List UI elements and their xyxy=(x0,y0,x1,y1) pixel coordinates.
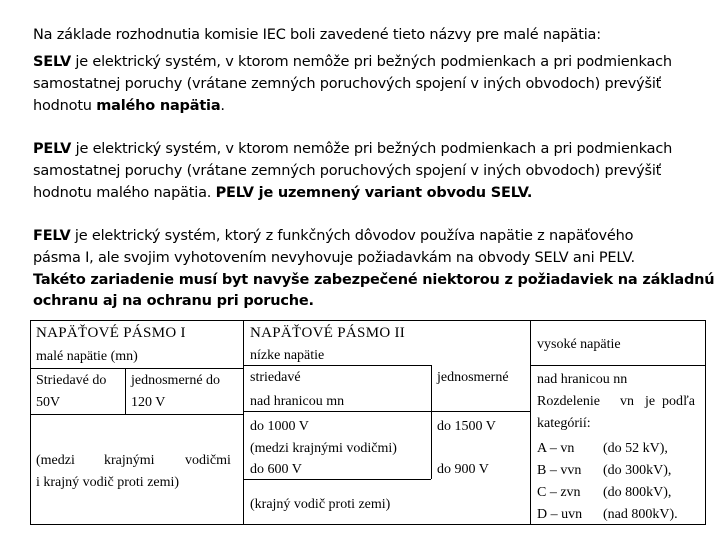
band2-ac-dc-divider xyxy=(431,365,432,479)
felv-line-4: ochranu aj na ochranu pri poruche. xyxy=(33,293,314,309)
band1-subtitle: malé napätie (mn) xyxy=(36,349,138,364)
high-line-2-w2: vn xyxy=(620,394,634,409)
felv-line-2: pásma I, ale svojim vyhotovením nevyhovuje požiadavkám na obvody SELV ani PELV. xyxy=(33,250,635,266)
category-c-value: (do 800kV), xyxy=(603,485,672,500)
band2-row-divider xyxy=(243,411,530,412)
felv-line-1-text: je elektrický systém, ktorý z funkčných dôvodov používa napätie z napäťového xyxy=(70,228,634,244)
band2-ac-limit: do 1000 V xyxy=(250,419,309,434)
band2-dc-limit: do 1500 V xyxy=(437,419,496,434)
table-left-border xyxy=(30,320,31,525)
table-right-border xyxy=(705,320,706,525)
band1-ac-dc-divider xyxy=(125,368,126,414)
category-a-value: (do 52 kV), xyxy=(603,441,668,456)
selv-line-3 xyxy=(33,98,225,114)
band2-dc-limit-ground: do 900 V xyxy=(437,462,489,477)
category-d-label: D – uvn xyxy=(537,507,583,522)
band2-row-divider-2 xyxy=(243,479,431,480)
category-b-label: B – vvn xyxy=(537,463,582,478)
category-c-label: C – zvn xyxy=(537,485,581,500)
felv-term: FELV xyxy=(33,228,71,244)
pelv-line-3 xyxy=(33,185,532,201)
band2-split-top xyxy=(243,365,431,366)
high-line-2-w4: podľa xyxy=(662,394,695,409)
selv-line-1 xyxy=(33,54,672,70)
category-b-value: (do 300kV), xyxy=(603,463,672,478)
selv-term: SELV xyxy=(33,54,72,70)
band1-ac-line-2: 50V xyxy=(36,395,61,410)
high-line-2-w1: Rozdelenie xyxy=(537,394,600,409)
category-a-label: A – vn xyxy=(537,441,575,456)
band1-note-w1: (medzi xyxy=(36,453,75,468)
band2-title: NAPÄŤOVÉ PÁSMO II xyxy=(250,325,406,341)
pelv-line-3-a: hodnotu malého napätia. xyxy=(33,185,216,201)
band2-between-conductors: (medzi krajnými vodičmi) xyxy=(250,441,397,456)
band2-ac-limit-ground: do 600 V xyxy=(250,462,302,477)
band1-note-w3: vodičmi xyxy=(185,453,231,468)
selv-line-1-text: je elektrický systém, v ktorom nemôže pri bežných podmienkach a pri podmienkach xyxy=(71,54,672,70)
band1-band2-divider xyxy=(243,320,244,525)
category-d-value: (nad 800kV). xyxy=(603,507,678,522)
high-title: vysoké napätie xyxy=(537,337,621,352)
band1-ac-line-1: Striedavé do xyxy=(36,373,107,388)
selv-line-3-c: . xyxy=(220,98,225,114)
band2-high-divider xyxy=(530,320,531,525)
felv-line-1 xyxy=(33,228,633,244)
high-header-divider xyxy=(530,365,705,366)
band1-dc-line-2: 120 V xyxy=(131,395,166,410)
band2-subtitle: nízke napätie xyxy=(250,348,325,363)
pelv-term: PELV xyxy=(33,141,72,157)
band1-split-bottom xyxy=(30,414,243,415)
pelv-grounded-variant: PELV je uzemnený variant obvodu SELV. xyxy=(215,185,533,201)
high-line-2-w3: je xyxy=(645,394,656,409)
band2-conductor-to-ground: (krajný vodič proti zemi) xyxy=(250,497,391,512)
felv-line-3: Takéto zariadenie musí byt navyše zabezpečené niektorou z požiadaviek na základnú xyxy=(33,272,715,288)
band2-above-mn: nad hranicou mn xyxy=(250,394,345,409)
table-bottom-border xyxy=(30,524,706,525)
pelv-line-1-text: je elektrický systém, v ktorom nemôže pri bežných podmienkach a pri podmienkach xyxy=(71,141,673,157)
pelv-line-1 xyxy=(33,141,672,157)
band1-dc-line-1: jednosmerné do xyxy=(131,373,221,388)
band1-title: NAPÄŤOVÉ PÁSMO I xyxy=(36,325,186,341)
band2-ac-label: striedavé xyxy=(250,370,301,385)
band1-split-top xyxy=(30,368,243,369)
high-line-3: kategórií: xyxy=(537,416,591,431)
selv-small-voltage: malého napätia xyxy=(96,98,221,114)
band1-note-line-2: i krajný vodič proti zemi) xyxy=(36,475,180,490)
high-line-1: nad hranicou nn xyxy=(537,372,628,387)
table-top-border xyxy=(30,320,706,321)
selv-line-2: samostatnej poruchy (vrátane zemných poruchových spojení v iných obvodoch) prevýšiť xyxy=(33,76,662,92)
band1-note-w2: krajnými xyxy=(104,453,155,468)
pelv-line-2: samostatnej poruchy (vrátane zemných poruchových spojení v iných obvodoch) prevýšiť xyxy=(33,163,662,179)
band2-dc-label: jednosmerné xyxy=(437,370,509,385)
selv-line-3-a: hodnotu xyxy=(33,98,97,114)
intro-heading: Na základe rozhodnutia komisie IEC boli zavedené tieto názvy pre malé napätia: xyxy=(33,27,601,43)
